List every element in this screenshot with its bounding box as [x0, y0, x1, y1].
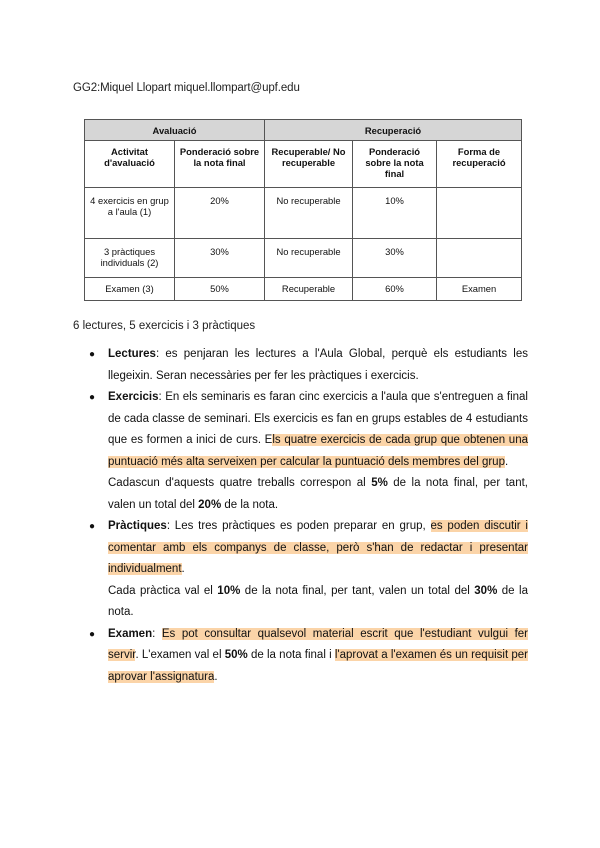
column-header: Recuperable/ No recuperable: [265, 141, 353, 188]
group-teacher: GG2:Miquel Llopart: [73, 82, 171, 94]
item-title: Examen: [108, 627, 153, 640]
table-cell: 20%: [175, 188, 265, 239]
item-text: .: [504, 455, 509, 468]
group-header-evaluation: Avaluació: [85, 120, 265, 141]
table-cell: 30%: [353, 239, 437, 278]
bullet-icon: ●: [89, 392, 96, 403]
table-cell: 10%: [353, 188, 437, 239]
item-text: .: [214, 670, 218, 683]
document-header: [73, 82, 300, 94]
evaluation-table: [84, 119, 522, 301]
list-item-exercicis: [80, 387, 528, 516]
table-cell: Recuperable: [265, 278, 353, 301]
evaluation-items-list: [80, 344, 528, 688]
table-cell: 4 exercicis en grup a l'aula (1): [85, 188, 175, 239]
item-text: de la nota final i: [247, 649, 335, 661]
table-cell: 60%: [353, 278, 437, 301]
bullet-icon: ●: [89, 521, 96, 532]
list-item-lectures: [80, 344, 528, 387]
table-cell: Examen (3): [85, 278, 175, 301]
item-text: : En els seminaris es faran cinc exercicis a l'aula que s'entreguen a final de cada classe de seminari. Els exercicis es fan en grups estables de 4 estudiants que es formen a inici de curs. E: [108, 391, 528, 446]
item-title: Exercicis: [108, 391, 159, 403]
highlighted-text: ls quatre exercicis de cada grup que obtenen una puntuació més alta serveixen per calcular la puntuació dels membres del grup: [108, 434, 528, 468]
table-cell: [437, 188, 522, 239]
column-header: Ponderació sobre la nota final: [353, 141, 437, 188]
table-cell: [437, 239, 522, 278]
table-cell: Examen: [437, 278, 522, 301]
item-text: : Les tres pràctiques es poden preparar en grup,: [166, 520, 431, 532]
item-bold: 50%: [224, 649, 248, 661]
list-item-examen: [80, 624, 528, 689]
table-row: [85, 239, 522, 278]
column-header: Activitat d'avaluació: [85, 141, 175, 188]
column-header: Forma de recuperació: [437, 141, 522, 188]
group-header-recovery: Recuperació: [265, 120, 522, 141]
item-text: : es penjaran les lectures a l'Aula Global, perquè els estudiants les llegeixin. Seran necessàries per fer les pràctiques i exercicis.: [108, 348, 528, 382]
table-row: [85, 278, 522, 301]
list-item-practiques: [80, 516, 528, 624]
teacher-email: miquel.llompart@upf.edu: [174, 82, 300, 94]
table-cell: 3 pràctiques individuals (2): [85, 239, 175, 278]
item-title: Pràctiques: [108, 520, 167, 532]
highlighted-text: Es pot consultar qualsevol material escrit que l'estudiant vulgui fer servir: [108, 627, 529, 661]
summary-line: 6 lectures, 5 exercicis i 3 pràctiques: [73, 320, 256, 332]
item-title: Lectures: [108, 348, 156, 360]
column-header: Ponderació sobre la nota final: [175, 141, 265, 188]
highlighted-text: l'aprovat a l'examen és un requisit per aprovar l'assignatura: [108, 649, 529, 683]
bullet-icon: ●: [89, 628, 96, 640]
table-cell: 30%: [175, 239, 265, 278]
item-text: :: [152, 627, 162, 640]
table-cell: 50%: [175, 278, 265, 301]
item-text: .: [181, 563, 185, 575]
highlighted-text: es poden discutir i comentar amb els companys de classe, però s'han de redactar i presentar individualment: [108, 520, 528, 575]
table-row: [85, 188, 522, 239]
bullet-icon: ●: [89, 349, 96, 360]
table-cell: No recuperable: [265, 188, 353, 239]
item-extra-paragraph: Cada pràctica val el 10% de la nota final, per tant, valen un total del 30% de la nota.: [108, 584, 528, 618]
table-cell: No recuperable: [265, 239, 353, 278]
item-text: . L'examen val el: [135, 649, 225, 661]
item-extra-paragraph: Cadascun d'aquests quatre treballs correspon al 5% de la nota final, per tant, valen un total del 20% de la nota.: [108, 477, 528, 511]
